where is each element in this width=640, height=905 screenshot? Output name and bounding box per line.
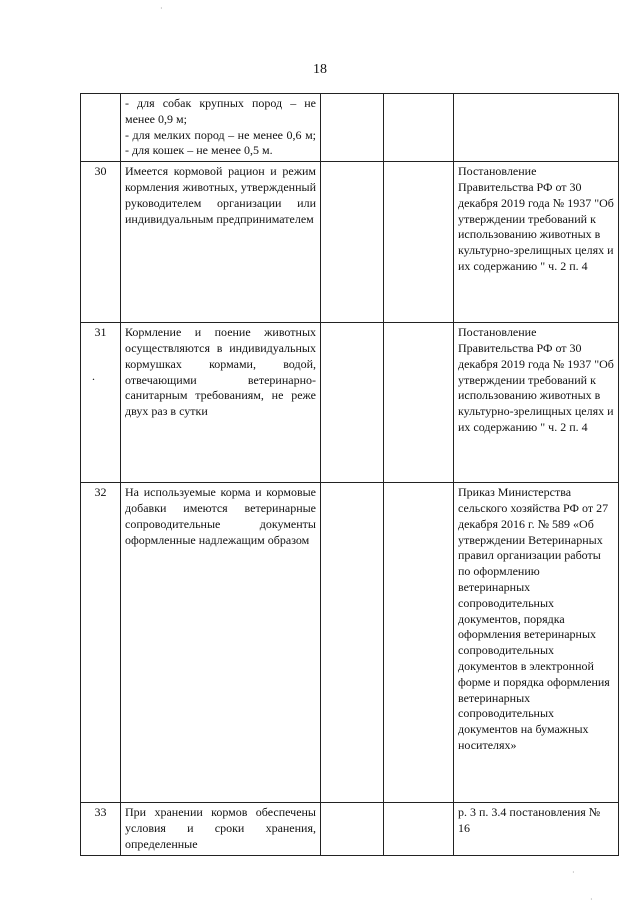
requirement-cell <box>121 483 321 803</box>
scan-speck: · <box>572 868 575 877</box>
table-row-33 <box>81 803 619 855</box>
answer-cell <box>321 803 384 855</box>
requirement-text: Кормление и поение животных осуществляются в индивидуальных кормушках кормами, водой, отвечающими ветеринарно-санитарным требованиям, не реже двух раз в сутки <box>125 325 316 419</box>
stray-dot-mark: . <box>92 369 95 383</box>
row-number: 30 <box>81 162 121 323</box>
requirements-table <box>80 93 619 856</box>
requirement-text: На используемые корма и кормовые добавки имеются ветеринарные сопроводительные документы оформленные надлежащим образом <box>125 485 316 547</box>
source-text: Приказ Министерства сельского хозяйства РФ от 27 декабря 2016 г. № 589 «Об утверждении Ветеринарных правил организации работы по оформлению ветеринарных сопроводительных документов, порядка оформления ветеринарных сопроводительных документов в электронной форме и порядка оформления ветеринарных сопроводительных документов на бумажных носителях» <box>458 485 610 752</box>
row-number <box>81 94 121 162</box>
requirement-text: При хранении кормов обеспечены условия и сроки хранения, определенные <box>125 805 316 851</box>
requirement-cell <box>121 162 321 323</box>
source-cell <box>454 483 619 803</box>
scan-speck: · <box>160 4 163 13</box>
source-text: Постановление Правительства РФ от 30 декабря 2019 года № 1937 "Об утверждении требований к использованию животных в культурно-зрелищных целях и их содержанию " ч. 2 п. 4 <box>458 325 614 434</box>
answer-cell <box>321 94 384 162</box>
row-number: 32 <box>81 483 121 803</box>
source-text: Постановление Правительства РФ от 30 декабря 2019 года № 1937 "Об утверждении требований к использованию животных в культурно-зрелищных целях и их содержанию " ч. 2 п. 4 <box>458 164 614 273</box>
source-cell <box>454 323 619 483</box>
note-cell <box>384 483 454 803</box>
table-row-32 <box>81 483 619 803</box>
source-cell <box>454 94 619 162</box>
source-text: р. 3 п. 3.4 постановления № 16 <box>458 805 601 835</box>
note-cell <box>384 803 454 855</box>
answer-cell <box>321 483 384 803</box>
scan-speck: · <box>590 895 593 904</box>
requirement-cell <box>121 323 321 483</box>
table-row-continuation <box>81 94 619 162</box>
page-number: 18 <box>313 62 327 77</box>
requirement-text: - для собак крупных пород – не менее 0,9 м; - для мелких пород – не менее 0,6 м; - для кошек – не менее 0,5 м. <box>125 96 316 158</box>
row-number: 31 <box>81 323 121 483</box>
answer-cell <box>321 323 384 483</box>
requirement-cell <box>121 803 321 855</box>
answer-cell <box>321 162 384 323</box>
row-number: 33 <box>81 803 121 855</box>
table-row-31 <box>81 323 619 483</box>
note-cell <box>384 323 454 483</box>
requirement-cell <box>121 94 321 162</box>
table-row-30 <box>81 162 619 323</box>
note-cell <box>384 94 454 162</box>
source-cell <box>454 162 619 323</box>
note-cell <box>384 162 454 323</box>
requirement-text: Имеется кормовой рацион и режим кормления животных, утвержденный руководителем организации или индивидуальным предпринимателем <box>125 164 316 226</box>
source-cell <box>454 803 619 855</box>
